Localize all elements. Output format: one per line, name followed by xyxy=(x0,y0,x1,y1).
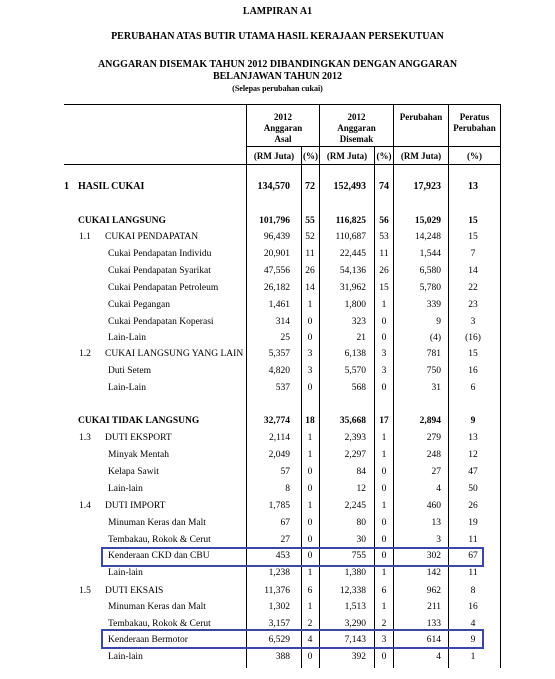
cell-p2: 0 xyxy=(381,551,387,561)
row-code: 1 xyxy=(64,181,69,192)
cell-p4: 9 xyxy=(470,416,476,426)
cell-v3: 4 xyxy=(436,652,441,662)
cell-v2: 5,570 xyxy=(344,366,366,376)
table-row xyxy=(0,383,555,399)
row-label: Kelapa Sawit xyxy=(108,467,159,477)
cell-v1: 8 xyxy=(285,484,290,494)
cell-v2: 21 xyxy=(356,333,366,343)
row-code: 1.3 xyxy=(79,433,91,443)
cell-v2: 80 xyxy=(356,518,366,528)
cell-v1: 11,376 xyxy=(264,586,290,596)
cell-v1: 96,439 xyxy=(263,232,290,242)
unit-pct-3: (%) xyxy=(467,151,482,161)
cell-v2: 110,687 xyxy=(335,232,366,242)
cell-v3: 248 xyxy=(426,450,441,460)
cell-p4: 13 xyxy=(468,181,478,192)
col-header-percent-change xyxy=(449,112,500,134)
cell-v1: 4,820 xyxy=(268,366,290,376)
cell-v3: 4 xyxy=(436,484,441,494)
row-label: Duti Setem xyxy=(108,366,152,376)
cell-v1: 5,357 xyxy=(268,349,290,359)
cell-v2: 152,493 xyxy=(333,181,366,192)
cell-v2: 30 xyxy=(356,535,366,545)
table-row xyxy=(0,266,555,282)
cell-p1: 1 xyxy=(307,433,313,443)
table-row xyxy=(0,349,555,365)
col1-line2: Anggaran xyxy=(263,123,303,133)
cell-v3: 1,544 xyxy=(419,249,441,259)
row-label: CUKAI LANGSUNG YANG LAIN xyxy=(105,349,244,359)
cell-v3: 15,029 xyxy=(414,216,441,226)
cell-v3: 133 xyxy=(426,619,441,629)
cell-v1: 26,182 xyxy=(263,283,290,293)
cell-p2: 0 xyxy=(381,383,387,393)
cell-p1: 0 xyxy=(307,383,313,393)
cell-p1: 0 xyxy=(307,551,313,561)
table-row xyxy=(0,181,555,197)
cell-v1: 134,570 xyxy=(257,181,290,192)
cell-v2: 7,143 xyxy=(344,635,366,645)
cell-p1: 72 xyxy=(305,181,315,192)
cell-p4: 14 xyxy=(468,266,478,276)
cell-p1: 26 xyxy=(305,266,315,276)
row-label: Lain-Lain xyxy=(108,383,146,393)
row-label: Lain-lain xyxy=(108,484,143,494)
cell-v2: 12 xyxy=(356,484,366,494)
cell-p1: 1 xyxy=(307,300,313,310)
cell-v2: 54,136 xyxy=(339,266,366,276)
row-code: 1.2 xyxy=(79,349,91,359)
cell-v3: 6,580 xyxy=(419,266,441,276)
cell-p4: 15 xyxy=(468,216,478,226)
cell-p2: 1 xyxy=(381,568,387,578)
cell-p2: 56 xyxy=(379,216,389,226)
cell-p4: 4 xyxy=(470,619,476,629)
cell-p1: 4 xyxy=(307,635,313,645)
table-row xyxy=(0,216,555,232)
cell-v2: 2,245 xyxy=(344,501,366,511)
cell-p2: 0 xyxy=(381,535,387,545)
cell-v1: 1,461 xyxy=(268,300,290,310)
cell-p1: 11 xyxy=(305,249,315,259)
cell-v3: 14,248 xyxy=(414,232,441,242)
cell-p4: 23 xyxy=(468,300,478,310)
unit-rm-2: (RM Juta) xyxy=(326,151,368,161)
cell-p4: (16) xyxy=(465,333,481,343)
header-bottom-rule xyxy=(64,164,500,165)
cell-v1: 3,157 xyxy=(268,619,290,629)
cell-v2: 755 xyxy=(351,551,366,561)
cell-v1: 1,785 xyxy=(268,501,290,511)
cell-v1: 6,529 xyxy=(268,635,290,645)
cell-v1: 32,774 xyxy=(263,416,290,426)
cell-v3: 339 xyxy=(426,300,441,310)
row-label: Minuman Keras dan Malt xyxy=(108,518,206,528)
cell-p1: 0 xyxy=(307,467,313,477)
cell-p1: 0 xyxy=(307,317,313,327)
cell-p2: 1 xyxy=(381,300,387,310)
cell-p2: 0 xyxy=(381,317,387,327)
col2-line1: 2012 xyxy=(347,112,366,122)
col1-line1: 2012 xyxy=(274,112,292,122)
cell-p4: 19 xyxy=(468,518,478,528)
cell-p2: 0 xyxy=(381,518,387,528)
cell-v2: 35,668 xyxy=(339,416,366,426)
cell-v2: 568 xyxy=(351,383,366,393)
row-label: HASIL CUKAI xyxy=(78,181,145,192)
cell-p1: 0 xyxy=(307,652,313,662)
cell-p2: 2 xyxy=(381,619,387,629)
cell-p4: 50 xyxy=(468,484,478,494)
cell-v1: 1,302 xyxy=(268,602,290,612)
cell-v1: 2,049 xyxy=(268,450,290,460)
row-label: Tembakau, Rokok & Cerut xyxy=(108,619,211,629)
cell-p1: 55 xyxy=(305,216,315,226)
cell-v3: 5,780 xyxy=(419,283,441,293)
cell-p1: 0 xyxy=(307,518,313,528)
row-label: Lain-Lain xyxy=(108,333,146,343)
cell-p4: 67 xyxy=(468,551,478,561)
col4-line1: Peratus xyxy=(459,112,490,122)
table-row xyxy=(0,300,555,316)
unit-pct-1: (%) xyxy=(303,151,318,161)
cell-v2: 3,290 xyxy=(344,619,366,629)
cell-p1: 1 xyxy=(307,450,313,460)
cell-v3: 614 xyxy=(426,635,441,645)
cell-p4: 7 xyxy=(470,249,476,259)
table-row xyxy=(0,366,555,382)
col-header-revised-estimate xyxy=(320,112,393,145)
cell-p2: 53 xyxy=(379,232,389,242)
cell-v3: 302 xyxy=(426,551,441,561)
cell-p2: 74 xyxy=(379,181,389,192)
cell-p1: 52 xyxy=(305,232,315,242)
annex-label: LAMPIRAN A1 xyxy=(242,6,313,17)
cell-p2: 0 xyxy=(381,333,387,343)
table-row xyxy=(0,635,555,651)
row-label: CUKAI TIDAK LANGSUNG xyxy=(78,416,200,426)
cell-v3: 211 xyxy=(427,602,441,612)
cell-v2: 12,338 xyxy=(339,586,366,596)
unit-rm-1: (RM Juta) xyxy=(253,151,295,161)
cell-v3: 3 xyxy=(436,535,441,545)
row-label: Cukai Pendapatan Petroleum xyxy=(108,283,219,293)
cell-p2: 26 xyxy=(379,266,389,276)
cell-v3: 13 xyxy=(431,518,441,528)
table-row xyxy=(0,283,555,299)
cell-v3: 27 xyxy=(431,467,441,477)
row-label: Kenderaan Bermotor xyxy=(108,635,188,645)
table-row xyxy=(0,232,555,248)
cell-p2: 17 xyxy=(379,416,389,426)
cell-p2: 1 xyxy=(381,433,387,443)
cell-p1: 1 xyxy=(307,568,313,578)
table-row xyxy=(0,333,555,349)
cell-p2: 1 xyxy=(381,501,387,511)
cell-p2: 6 xyxy=(381,586,387,596)
cell-p4: 47 xyxy=(468,467,478,477)
row-code: 1.1 xyxy=(79,232,91,242)
cell-p4: 16 xyxy=(468,366,478,376)
table-row xyxy=(0,249,555,265)
row-label: Kenderaan CKD dan CBU xyxy=(108,551,210,561)
cell-v2: 2,393 xyxy=(344,433,366,443)
cell-p2: 0 xyxy=(381,484,387,494)
table-row xyxy=(0,619,555,635)
document-subtitle-line2: BELANJAWAN TAHUN 2012 xyxy=(212,71,343,82)
cell-v3: 962 xyxy=(426,586,441,596)
cell-v3: 9 xyxy=(436,317,441,327)
cell-p1: 18 xyxy=(305,416,315,426)
unit-pct-2: (%) xyxy=(376,151,392,161)
cell-v1: 57 xyxy=(280,467,290,477)
row-label: CUKAI LANGSUNG xyxy=(78,216,166,226)
cell-p2: 15 xyxy=(379,283,389,293)
col-header-change xyxy=(394,112,448,123)
cell-v3: 2,894 xyxy=(419,416,441,426)
cell-p4: 9 xyxy=(470,635,476,645)
cell-p2: 11 xyxy=(379,249,389,259)
col-header-original-estimate xyxy=(247,112,319,145)
cell-v2: 31,962 xyxy=(339,283,366,293)
cell-p2: 3 xyxy=(381,635,387,645)
cell-v1: 1,238 xyxy=(268,568,290,578)
table-row xyxy=(0,568,555,584)
cell-v1: 25 xyxy=(280,333,290,343)
row-label: DUTI EKSAIS xyxy=(105,586,164,596)
row-code: 1.4 xyxy=(79,501,91,511)
document-note: (Selepas perubahan cukai) xyxy=(232,84,323,93)
row-label: Minuman Keras dan Malt xyxy=(108,602,206,612)
cell-v1: 27 xyxy=(280,535,290,545)
col3-line1: Perubahan xyxy=(399,112,443,122)
cell-v1: 388 xyxy=(275,652,290,662)
cell-v2: 1,513 xyxy=(344,602,366,612)
cell-p4: 13 xyxy=(468,433,478,443)
cell-p1: 0 xyxy=(307,535,313,545)
cell-v1: 47,556 xyxy=(263,266,290,276)
cell-v3: 31 xyxy=(431,383,441,393)
cell-v3: 17,923 xyxy=(413,181,441,192)
table-row xyxy=(0,433,555,449)
row-label: Minyak Mentah xyxy=(108,450,169,460)
table-row xyxy=(0,450,555,466)
cell-p2: 1 xyxy=(381,602,387,612)
row-label: Cukai Pendapatan Individu xyxy=(108,249,212,259)
cell-p4: 1 xyxy=(470,652,476,662)
cell-p4: 12 xyxy=(468,450,478,460)
row-label: Tembakau, Rokok & Cerut xyxy=(108,535,211,545)
cell-p2: 1 xyxy=(381,450,387,460)
document-subtitle-line1: ANGGARAN DISEMAK TAHUN 2012 DIBANDINGKAN DENGAN ANGGARAN xyxy=(97,59,458,70)
row-label: Cukai Pendapatan Koperasi xyxy=(108,317,214,327)
cell-p1: 0 xyxy=(307,484,313,494)
row-label: DUTI EKSPORT xyxy=(105,433,172,443)
cell-p2: 0 xyxy=(381,652,387,662)
cell-p4: 11 xyxy=(468,535,478,545)
table-row xyxy=(0,551,555,567)
cell-p1: 1 xyxy=(307,602,313,612)
cell-p2: 3 xyxy=(381,366,387,376)
cell-p4: 26 xyxy=(468,501,478,511)
cell-v3: 460 xyxy=(426,501,441,511)
table-row xyxy=(0,652,555,668)
cell-v1: 67 xyxy=(280,518,290,528)
row-label: Lain-lain xyxy=(108,652,143,662)
table-row xyxy=(0,518,555,534)
cell-p4: 16 xyxy=(468,602,478,612)
table-row xyxy=(0,535,555,551)
cell-p2: 0 xyxy=(381,467,387,477)
row-label: Cukai Pegangan xyxy=(108,300,171,310)
table-row xyxy=(0,467,555,483)
row-label: DUTI IMPORT xyxy=(105,501,166,511)
cell-p4: 15 xyxy=(468,232,478,242)
cell-v2: 6,138 xyxy=(344,349,366,359)
cell-v3: 781 xyxy=(426,349,441,359)
cell-v2: 116,825 xyxy=(335,216,366,226)
table-row xyxy=(0,416,555,432)
table-row xyxy=(0,501,555,517)
cell-p4: 6 xyxy=(470,383,476,393)
cell-v1: 537 xyxy=(275,383,290,393)
cell-p1: 3 xyxy=(307,349,313,359)
cell-p1: 6 xyxy=(307,586,313,596)
row-label: Lain-lain xyxy=(108,568,143,578)
cell-v3: 279 xyxy=(426,433,441,443)
cell-v1: 2,114 xyxy=(268,433,290,443)
cell-v1: 453 xyxy=(275,551,290,561)
row-label: Cukai Pendapatan Syarikat xyxy=(108,266,211,276)
table-row xyxy=(0,586,555,602)
col4-line2: Perubahan xyxy=(453,123,496,133)
cell-p4: 8 xyxy=(470,586,476,596)
cell-v3: 750 xyxy=(426,366,441,376)
cell-v2: 1,380 xyxy=(344,568,366,578)
cell-p1: 2 xyxy=(307,619,313,629)
unit-row-top-rule xyxy=(246,146,500,147)
cell-v3: (4) xyxy=(429,333,441,343)
cell-p1: 1 xyxy=(307,501,313,511)
cell-p4: 22 xyxy=(468,283,478,293)
table-top-rule xyxy=(64,104,500,105)
cell-v3: 142 xyxy=(426,568,441,578)
document-title: PERUBAHAN ATAS BUTIR UTAMA HASIL KERAJAAN PERSEKUTUAN xyxy=(111,31,444,42)
table-row xyxy=(0,484,555,500)
col1-line3: Asal xyxy=(274,134,292,144)
cell-v2: 392 xyxy=(351,652,366,662)
cell-p4: 15 xyxy=(468,349,478,359)
cell-v1: 20,901 xyxy=(263,249,290,259)
table-row xyxy=(0,602,555,618)
cell-p1: 3 xyxy=(307,366,313,376)
cell-v2: 1,800 xyxy=(344,300,366,310)
cell-v1: 314 xyxy=(275,317,290,327)
cell-p2: 3 xyxy=(381,349,387,359)
cell-p4: 3 xyxy=(470,317,476,327)
unit-rm-3: (RM Juta) xyxy=(400,151,442,161)
col2-line3: Disemak xyxy=(339,134,374,144)
cell-v2: 323 xyxy=(351,317,366,327)
cell-p4: 11 xyxy=(468,568,478,578)
cell-v1: 101,796 xyxy=(259,216,290,226)
table-row xyxy=(0,317,555,333)
cell-p1: 0 xyxy=(307,333,313,343)
row-label: CUKAI PENDAPATAN xyxy=(105,232,199,242)
cell-p1: 14 xyxy=(305,283,315,293)
cell-v2: 2,297 xyxy=(344,450,366,460)
cell-v2: 84 xyxy=(356,467,366,477)
row-code: 1.5 xyxy=(79,586,91,596)
col2-line2: Anggaran xyxy=(337,123,376,133)
cell-v2: 22,445 xyxy=(339,249,366,259)
